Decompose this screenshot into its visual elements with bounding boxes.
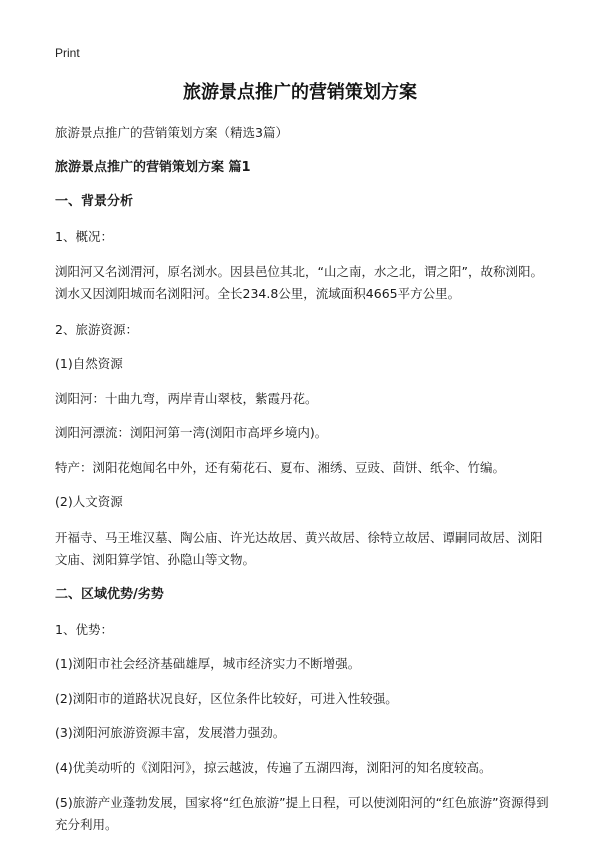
natural-resource-item: 特产：浏阳花炮闻名中外，还有菊花石、夏布、湘绣、豆豉、茴饼、纸伞、竹编。	[55, 459, 506, 475]
natural-resource-item: 浏阳河漂流：浏阳河第一湾(浏阳市高坪乡境内)。	[55, 425, 328, 440]
advantage-item: (3)浏阳河旅游资源丰富，发展潜力强劲。	[55, 725, 286, 740]
chapter-heading: 旅游景点推广的营销策划方案 篇1	[55, 159, 251, 175]
overview-label: 1、概况：	[55, 228, 113, 244]
natural-resources-label: (1)自然资源	[55, 356, 123, 371]
natural-resource-item: 浏阳河：十曲九弯，两岸青山翠枝，紫霞丹花。	[55, 390, 318, 406]
advantage-item: (4)优美动听的《浏阳河》，掠云越波，传遍了五湖四海，浏阳河的知名度较高。	[55, 759, 492, 775]
cultural-resources-label: (2)人文资源	[55, 494, 123, 509]
advantage-item: (1)浏阳市社会经济基础雄厚，城市经济实力不断增强。	[55, 656, 361, 671]
document-body	[55, 123, 553, 851]
overview-paragraph: 浏阳河又名浏渭河，原名浏水。因县邑位其北，“山之南，水之北，谓之阳”，故称浏阳。浏水又因浏阳城而名浏阳河。全长234.8公里，流域面积4665平方公里。	[55, 264, 543, 301]
resources-label: 2、旅游资源：	[55, 321, 138, 337]
advantage-item: (5)旅游产业蓬勃发展，国家将“红色旅游”提上日程，可以使浏阳河的“红色旅游”资源得到充分利用。	[55, 795, 549, 832]
print-label: Print	[55, 46, 80, 60]
section-heading-advantages: 二、区域优势/劣势	[55, 587, 164, 602]
page-title: 旅游景点推广的营销策划方案	[183, 82, 417, 103]
advantages-label: 1、优势：	[55, 621, 113, 637]
cultural-resources-paragraph: 开福寺、马王堆汉墓、陶公庙、许光达故居、黄兴故居、徐特立故居、谭嗣同故居、浏阳文庙、浏阳算学馆、孙隐山等文物。	[55, 529, 543, 567]
advantage-item: (2)浏阳市的道路状况良好，区位条件比较好，可进入性较强。	[55, 690, 398, 706]
section-heading-background: 一、背景分析	[55, 194, 134, 209]
subtitle: 旅游景点推广的营销策划方案（精选3篇）	[55, 125, 288, 140]
